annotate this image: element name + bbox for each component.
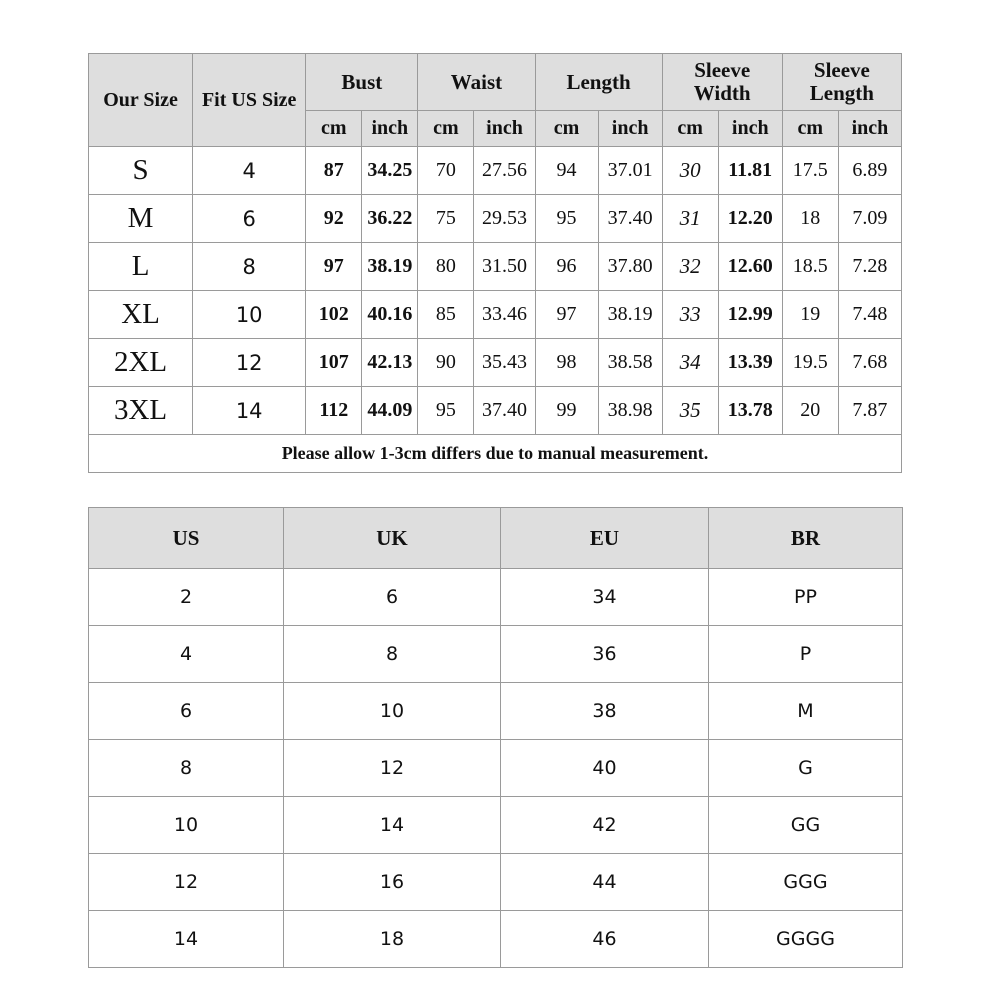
measurement-cell: 99 [535,387,598,435]
conversion-header-eu: EU [501,508,709,569]
conversion-cell: 8 [284,626,501,683]
table-row [89,740,903,797]
measurement-cell: 92 [306,195,362,243]
conversion-header-uk: UK [284,508,501,569]
measurement-note: Please allow 1-3cm differs due to manual measurement. [89,435,902,473]
conversion-cell: 40 [501,740,709,797]
measurement-cell: 29.53 [474,195,535,243]
measurement-cell: 19.5 [782,339,838,387]
conversion-cell: GGGG [709,911,903,968]
conversion-cell: 42 [501,797,709,854]
unit-label: cm [662,111,718,147]
our-size-cell: S [89,147,193,195]
conversion-cell: GGG [709,854,903,911]
measurement-cell: 38.58 [598,339,662,387]
conversion-cell: G [709,740,903,797]
conversion-cell: GG [709,797,903,854]
size-measurement-table [88,53,902,473]
measurement-cell: 34 [662,339,718,387]
measurement-cell: 107 [306,339,362,387]
measurement-cell: 95 [418,387,474,435]
measurement-cell: 18.5 [782,243,838,291]
measurement-cell: 7.48 [838,291,901,339]
measurement-cell: 38.98 [598,387,662,435]
fit-us-size-cell: 4 [193,147,306,195]
measurement-cell: 102 [306,291,362,339]
conversion-cell: 10 [284,683,501,740]
measurement-cell: 11.81 [718,147,782,195]
measurement-cell: 32 [662,243,718,291]
size-conversion-table [88,507,903,968]
fit-us-size-cell: 8 [193,243,306,291]
conversion-cell: 12 [284,740,501,797]
measurement-cell: 37.40 [598,195,662,243]
table-row [89,243,902,291]
measurement-cell: 38.19 [362,243,418,291]
measurement-cell: 38.19 [598,291,662,339]
measurement-cell: 19 [782,291,838,339]
conversion-header-br: BR [709,508,903,569]
measurement-cell: 96 [535,243,598,291]
measurement-cell: 34.25 [362,147,418,195]
conversion-cell: 16 [284,854,501,911]
measurement-cell: 112 [306,387,362,435]
measurement-cell: 35.43 [474,339,535,387]
unit-label: inch [474,111,535,147]
measurement-cell: 7.68 [838,339,901,387]
measurement-cell: 30 [662,147,718,195]
conversion-cell: 4 [89,626,284,683]
measurement-cell: 17.5 [782,147,838,195]
fit-us-size-cell: 10 [193,291,306,339]
header-our-size: Our Size [89,54,193,147]
measurement-cell: 87 [306,147,362,195]
conversion-cell: 44 [501,854,709,911]
unit-label: cm [535,111,598,147]
conversion-cell: 6 [284,569,501,626]
measurement-cell: 13.39 [718,339,782,387]
table-row [89,195,902,243]
fit-us-size-cell: 12 [193,339,306,387]
our-size-cell: 2XL [89,339,193,387]
table-row [89,683,903,740]
unit-label: cm [418,111,474,147]
measurement-cell: 20 [782,387,838,435]
fit-us-size-cell: 6 [193,195,306,243]
measurement-cell: 42.13 [362,339,418,387]
measurement-cell: 7.28 [838,243,901,291]
measurement-cell: 95 [535,195,598,243]
measurement-cell: 12.60 [718,243,782,291]
table-row [89,339,902,387]
table-row [89,626,903,683]
measurement-cell: 44.09 [362,387,418,435]
unit-label: cm [306,111,362,147]
table-row [89,797,903,854]
table-row [89,147,902,195]
conversion-cell: 34 [501,569,709,626]
header-sleeve-length: Sleeve Length [782,54,901,111]
fit-us-size-cell: 14 [193,387,306,435]
unit-label: inch [718,111,782,147]
measurement-cell: 80 [418,243,474,291]
conversion-cell: 10 [89,797,284,854]
conversion-cell: 36 [501,626,709,683]
unit-label: inch [838,111,901,147]
measurement-cell: 75 [418,195,474,243]
unit-label: inch [598,111,662,147]
our-size-cell: 3XL [89,387,193,435]
measurement-cell: 18 [782,195,838,243]
conversion-cell: 46 [501,911,709,968]
conversion-cell: P [709,626,903,683]
conversion-cell: 12 [89,854,284,911]
measurement-cell: 31 [662,195,718,243]
header-bust: Bust [306,54,418,111]
measurement-cell: 7.09 [838,195,901,243]
measurement-cell: 35 [662,387,718,435]
measurement-cell: 12.99 [718,291,782,339]
header-fit-us-size: Fit US Size [193,54,306,147]
our-size-cell: L [89,243,193,291]
measurement-cell: 90 [418,339,474,387]
conversion-cell: 2 [89,569,284,626]
conversion-header-us: US [89,508,284,569]
size-table-body [89,147,902,435]
header-sleeve-width: Sleeve Width [662,54,782,111]
measurement-cell: 98 [535,339,598,387]
table-row [89,569,903,626]
conversion-header-row [89,508,903,569]
conversion-cell: 18 [284,911,501,968]
measurement-cell: 37.40 [474,387,535,435]
measurement-cell: 31.50 [474,243,535,291]
conversion-cell: M [709,683,903,740]
measurement-cell: 7.87 [838,387,901,435]
conversion-cell: PP [709,569,903,626]
header-waist: Waist [418,54,535,111]
our-size-cell: XL [89,291,193,339]
measurement-cell: 36.22 [362,195,418,243]
table-row [89,911,903,968]
table-row [89,387,902,435]
table-row [89,291,902,339]
measurement-cell: 13.78 [718,387,782,435]
measurement-cell: 33 [662,291,718,339]
measurement-cell: 6.89 [838,147,901,195]
measurement-cell: 12.20 [718,195,782,243]
conversion-cell: 14 [284,797,501,854]
our-size-cell: M [89,195,193,243]
measurement-cell: 40.16 [362,291,418,339]
conversion-cell: 6 [89,683,284,740]
table-row [89,854,903,911]
measurement-cell: 94 [535,147,598,195]
measurement-cell: 70 [418,147,474,195]
unit-label: inch [362,111,418,147]
conversion-cell: 38 [501,683,709,740]
unit-label: cm [782,111,838,147]
measurement-cell: 37.01 [598,147,662,195]
measurement-cell: 27.56 [474,147,535,195]
measurement-cell: 33.46 [474,291,535,339]
measurement-cell: 37.80 [598,243,662,291]
conversion-cell: 14 [89,911,284,968]
header-length: Length [535,54,662,111]
measurement-cell: 97 [535,291,598,339]
conversion-table-body [89,569,903,968]
measurement-cell: 85 [418,291,474,339]
measurement-cell: 97 [306,243,362,291]
conversion-cell: 8 [89,740,284,797]
